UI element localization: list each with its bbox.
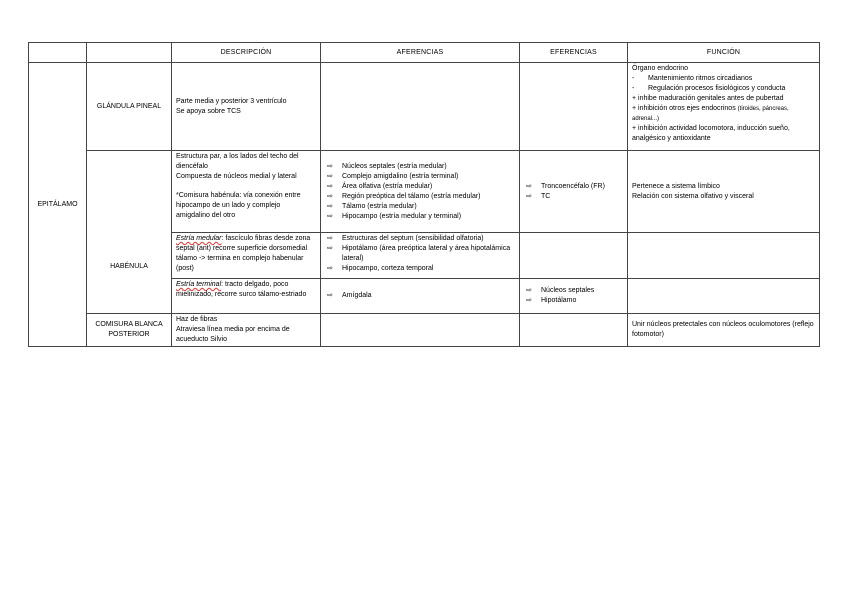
estria-medular-desc: : fascículo fibras desde zona septal (ant) recorre superficie dorsomedial tálamo -> termina en complejo habenular (post) xyxy=(176,235,311,272)
pineal-desc-line: Se apoya sobre TCS xyxy=(176,107,241,115)
estria-terminal-funcion xyxy=(628,279,820,314)
list-item: ⇨ Área olfativa (estría medular) xyxy=(325,182,515,192)
region-epitalamo: EPITÁLAMO xyxy=(29,63,87,347)
list-item: ⇨ Troncoencéfalo (FR) xyxy=(524,182,623,192)
estria-medular-label: Estría medular xyxy=(176,235,222,242)
pineal-func-line-text: + inhibición otros ejes endocrinos xyxy=(632,105,736,112)
habenula-funcion xyxy=(628,151,820,233)
spacer xyxy=(176,182,316,191)
estria-terminal-label: Estría terminal xyxy=(176,281,222,288)
header-blank-1 xyxy=(29,43,87,63)
structure-habenula: HABÉNULA xyxy=(87,151,172,314)
comisura-desc-line: Atraviesa línea media por encima de acueducto Silvio xyxy=(176,326,290,343)
habenula-eferencias-list xyxy=(524,182,623,202)
list-item: ⇨ Hipocampo (estría medular y terminal) xyxy=(325,212,515,222)
row-pineal xyxy=(29,63,820,151)
list-item: - Regulación procesos fisiológicos y conducta xyxy=(632,84,815,94)
comisura-descripcion xyxy=(172,314,321,347)
header-blank-2 xyxy=(87,43,172,63)
list-item: ⇨ Núcleos septales (estría medular) xyxy=(325,162,515,172)
habenula-desc-line: Compuesta de núcleos medial y lateral xyxy=(176,173,297,180)
habenula-aferencias xyxy=(321,151,520,233)
header-row xyxy=(29,43,820,63)
epitalamo-table xyxy=(28,42,820,347)
pineal-func-line-small: (tiroides, páncreas, adrenal...) xyxy=(632,106,789,122)
pineal-func-dash-list xyxy=(632,74,815,94)
list-item: ⇨ Hipocampo, corteza temporal xyxy=(325,264,515,274)
estria-medular-aferencias-list xyxy=(325,234,515,274)
structure-comisura: COMISURA BLANCA POSTERIOR xyxy=(87,314,172,347)
estria-medular-aferencias xyxy=(321,233,520,279)
list-item: ⇨ Amígdala xyxy=(325,291,515,301)
estria-medular-descripcion xyxy=(172,233,321,279)
list-item: ⇨ Hipotálamo (área preóptica lateral y área hipotalámica lateral) xyxy=(325,244,515,264)
comisura-eferencias xyxy=(520,314,628,347)
pineal-eferencias xyxy=(520,63,628,151)
list-item: ⇨ Estructuras del septum (sensibilidad olfatoria) xyxy=(325,234,515,244)
estria-terminal-aferencias-list xyxy=(325,291,515,301)
row-comisura xyxy=(29,314,820,347)
habenula-eferencias xyxy=(520,151,628,233)
comisura-funcion xyxy=(628,314,820,347)
list-item: ⇨ TC xyxy=(524,192,623,202)
pineal-desc-line: Parte media y posterior 3 ventrículo xyxy=(176,97,287,105)
habenula-desc-line: Estructura par, a los lados del techo del diencéfalo xyxy=(176,153,299,170)
header-descripcion: DESCRIPCIÓN xyxy=(172,43,321,63)
list-item: ⇨ Tálamo (estría medular) xyxy=(325,202,515,212)
row-habenula xyxy=(29,151,820,233)
pineal-funcion xyxy=(628,63,820,151)
estria-medular-funcion xyxy=(628,233,820,279)
list-item: ⇨ Complejo amigdalino (estría terminal) xyxy=(325,172,515,182)
estria-terminal-descripcion xyxy=(172,279,321,314)
list-item: ⇨ Núcleos septales xyxy=(524,286,623,296)
habenula-desc-line: *Comisura habénula: vía conexión entre hipocampo de un lado y complejo amigdalino del otro xyxy=(176,192,301,219)
header-eferencias: EFERENCIAS xyxy=(520,43,628,63)
habenula-func-line: Relación con sistema olfativo y visceral xyxy=(632,192,754,200)
habenula-aferencias-list xyxy=(325,162,515,222)
header-aferencias: AFERENCIAS xyxy=(321,43,520,63)
list-item: ⇨ Región preóptica del tálamo (estría medular) xyxy=(325,192,515,202)
list-item: - Mantenimiento ritmos circadianos xyxy=(632,74,815,84)
pineal-func-title: Órgano endocrino xyxy=(632,65,689,72)
pineal-func-line: + inhibición actividad locomotora, inducción sueño, analgésico y antioxidante xyxy=(632,125,790,142)
pineal-func-line: + inhibe maduración genitales antes de pubertad xyxy=(632,95,784,102)
list-item: ⇨ Hipotálamo xyxy=(524,296,623,306)
estria-terminal-eferencias xyxy=(520,279,628,314)
pineal-descripcion xyxy=(172,63,321,151)
comisura-desc-line: Haz de fibras xyxy=(176,316,218,323)
estria-medular-eferencias xyxy=(520,233,628,279)
structure-pineal: GLÁNDULA PINEAL xyxy=(87,63,172,151)
estria-terminal-desc: : tracto delgado, poco mielinizado, recorre surco tálamo-estriado xyxy=(176,281,307,298)
pineal-func-line xyxy=(632,104,815,124)
header-funcion: FUNCIÓN xyxy=(628,43,820,63)
pineal-aferencias xyxy=(321,63,520,151)
comisura-func-line: Unir núcleos pretectales con núcleos oculomotores (reflejo fotomotor) xyxy=(632,321,814,338)
habenula-func-line: Pertenece a sistema límbico xyxy=(632,182,720,190)
estria-terminal-aferencias xyxy=(321,279,520,314)
habenula-descripcion xyxy=(172,151,321,233)
comisura-aferencias xyxy=(321,314,520,347)
estria-terminal-eferencias-list xyxy=(524,286,623,306)
